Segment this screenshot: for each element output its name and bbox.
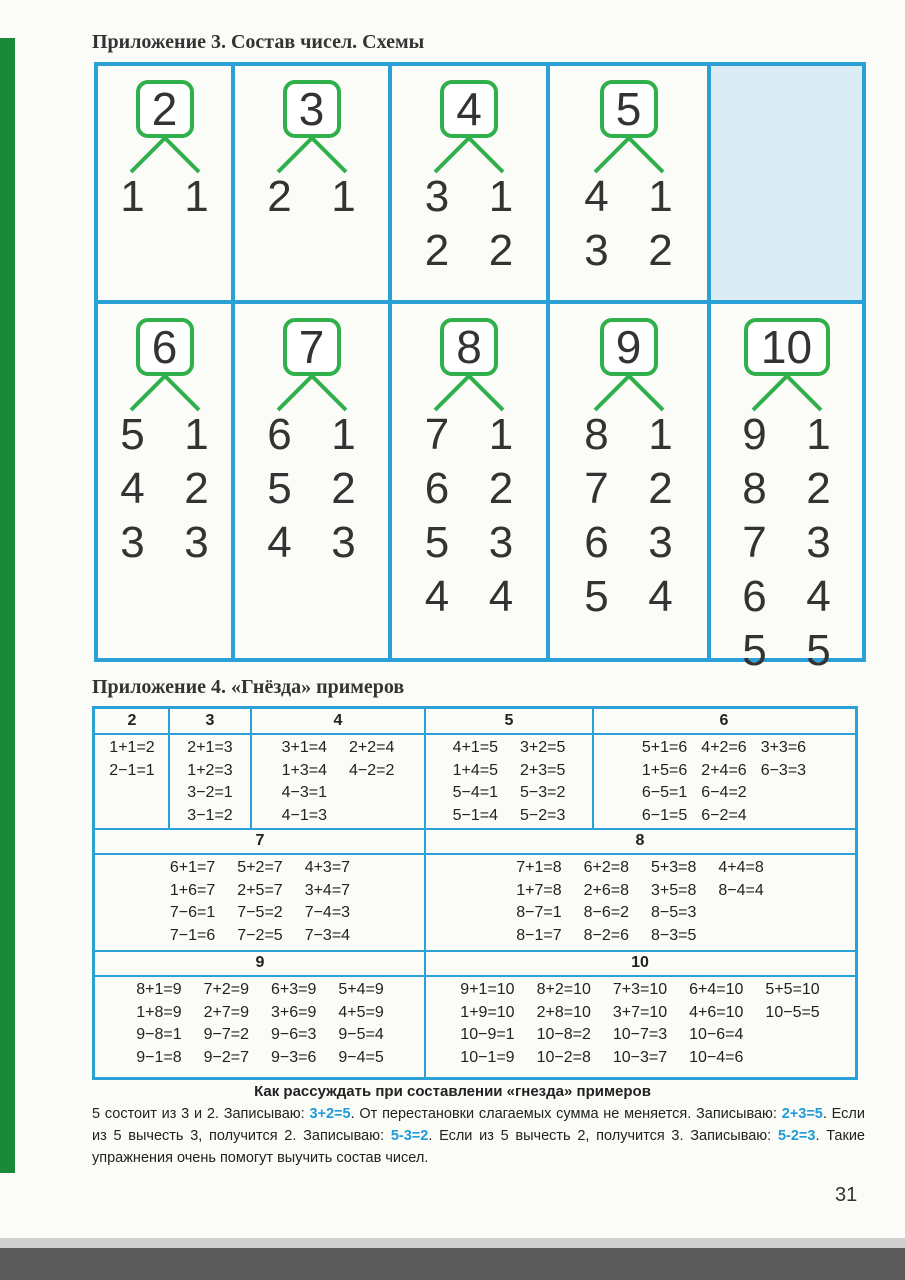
- equation: 3+5=8: [651, 881, 697, 899]
- equation: 10−5=5: [765, 1003, 820, 1021]
- equation: 1+5=6: [641, 761, 688, 779]
- table-divider: [250, 709, 252, 829]
- total-number-box: 5: [600, 80, 658, 138]
- nest-header: 6: [593, 709, 855, 735]
- addend: 6: [267, 410, 292, 459]
- total-number-box: 3: [283, 80, 341, 138]
- equation: 8−6=2: [583, 904, 629, 921]
- addend: 4: [806, 572, 831, 621]
- addend-pair: [235, 516, 388, 570]
- addend: 7: [584, 464, 609, 513]
- equation: 8−1=7: [516, 926, 562, 944]
- addend: 3: [424, 172, 450, 221]
- equation: 8−7=1: [516, 904, 562, 921]
- equation: 8−3=5: [651, 926, 697, 944]
- addend: 5: [742, 626, 767, 675]
- addend: 4: [584, 172, 609, 221]
- equation: 10−7=3: [612, 1026, 668, 1043]
- equation: 6−1=5: [641, 806, 688, 824]
- equation: 1+6=7: [169, 881, 216, 899]
- addend: 1: [648, 410, 673, 459]
- addend-pair: [392, 570, 546, 624]
- composition-cell: [392, 66, 550, 304]
- equation: 10−6=4: [689, 1026, 744, 1043]
- equation: 9−5=4: [338, 1026, 384, 1043]
- highlight-equation: 3+2=5: [309, 1106, 351, 1122]
- equation: 1+8=9: [136, 1003, 182, 1021]
- equation: 2+2=4: [349, 739, 395, 756]
- addend: 1: [120, 172, 145, 221]
- addend: 2: [267, 172, 292, 221]
- equation: 2+1=3: [187, 739, 233, 756]
- equation: 4+4=8: [718, 859, 764, 876]
- addend-pair: [98, 516, 231, 570]
- equation: 10−3=7: [612, 1048, 668, 1066]
- equation: 6+3=9: [271, 981, 317, 998]
- total-number-box: 8: [440, 318, 498, 376]
- scan-edge-dark: [0, 1248, 905, 1280]
- addend-pair: [392, 408, 546, 462]
- equation: 10−9=1: [460, 1026, 515, 1043]
- split-branch-icon: [272, 376, 352, 412]
- addend-pair: [550, 516, 707, 570]
- addend-pair: [235, 462, 388, 516]
- addend: 2: [806, 464, 831, 513]
- addend: 3: [488, 518, 514, 567]
- nest-header: 9: [95, 951, 425, 977]
- addend: 7: [424, 410, 450, 459]
- nest-block-2: [95, 709, 169, 829]
- split-branch-icon: [589, 376, 669, 412]
- equation: 2+6=8: [583, 881, 629, 899]
- equation: 6+4=10: [689, 981, 744, 998]
- equation: 6+1=7: [169, 859, 216, 876]
- addend: 3: [648, 518, 673, 567]
- total-number-box: 2: [136, 80, 194, 138]
- addend-pair: [98, 170, 231, 224]
- composition-cell: [711, 304, 862, 675]
- split-branch-icon: [125, 138, 205, 174]
- number-composition-grid: [94, 62, 866, 675]
- equation: 7−1=6: [169, 926, 216, 944]
- equation: 9−4=5: [338, 1048, 384, 1066]
- equation: 4+1=5: [452, 739, 498, 756]
- section4-title: Приложение 4. «Гнёзда» примеров: [92, 676, 405, 698]
- addend: 3: [584, 226, 609, 275]
- equation: 5+3=8: [651, 859, 697, 876]
- equation: 8+1=9: [136, 981, 182, 998]
- addend: 2: [331, 464, 356, 513]
- composition-cell: [235, 304, 392, 658]
- total-number-box: 6: [136, 318, 194, 376]
- addend-pair: [98, 462, 231, 516]
- equation: 7+3=10: [612, 981, 668, 998]
- equation: 2+5=7: [237, 881, 283, 899]
- nest-header: 10: [425, 951, 855, 977]
- equation: 2+4=6: [701, 761, 747, 779]
- addend: 2: [488, 226, 514, 275]
- addend: 1: [488, 172, 514, 221]
- addend-pair: [98, 408, 231, 462]
- split-branch-icon: [429, 376, 509, 412]
- nest-block-9: [95, 951, 425, 1077]
- addend-pair: [550, 170, 707, 224]
- equation: 4+5=9: [338, 1003, 384, 1021]
- equation: 7−3=4: [304, 926, 351, 944]
- addend: 6: [584, 518, 609, 567]
- equation: 2+3=5: [520, 761, 566, 779]
- highlight-equation: 2+3=5: [781, 1106, 823, 1122]
- addend-pair: [550, 224, 707, 278]
- equation: 1+1=2: [109, 739, 155, 756]
- table-divider: [424, 709, 426, 1077]
- equation: 4−1=3: [281, 806, 327, 824]
- addend: 2: [424, 226, 450, 275]
- composition-cell: [550, 304, 711, 658]
- equation: 1+7=8: [516, 881, 562, 899]
- equation: 3+7=10: [612, 1003, 668, 1021]
- equation: 5+2=7: [237, 859, 283, 876]
- addend-pair: [711, 516, 862, 570]
- addend-pair: [550, 408, 707, 462]
- nest-header: 5: [425, 709, 593, 735]
- addend: 2: [184, 464, 209, 513]
- scan-edge-light: [0, 1238, 905, 1248]
- addend: 1: [331, 172, 356, 221]
- equation: 8−2=6: [583, 926, 629, 944]
- equation: 5−2=3: [520, 806, 566, 824]
- addend: 6: [742, 572, 767, 621]
- addend-pair: [711, 624, 862, 678]
- equation: 3−2=1: [187, 784, 233, 801]
- equation: 3+2=5: [520, 739, 566, 756]
- addend-pair: [392, 462, 546, 516]
- addend: 3: [120, 518, 145, 567]
- composition-cell: [98, 304, 235, 658]
- equation: 3+6=9: [271, 1003, 317, 1021]
- highlight-equation: 5-3=2: [390, 1128, 429, 1144]
- split-branch-icon: [429, 138, 509, 174]
- equation: 5−3=2: [520, 784, 566, 801]
- page-edge-green-strip: [0, 38, 15, 1173]
- example-nests-table: [92, 706, 858, 1080]
- equation: 10−1=9: [460, 1048, 515, 1066]
- equation: 2+8=10: [536, 1003, 591, 1021]
- addend: 5: [584, 572, 609, 621]
- nest-block-5: [425, 709, 593, 829]
- equation: 7−4=3: [304, 904, 351, 921]
- equation: 10−4=6: [689, 1048, 744, 1066]
- addend: 4: [267, 518, 292, 567]
- equation: 9+1=10: [460, 981, 515, 998]
- equation: 9−7=2: [203, 1026, 249, 1043]
- equation: 9−3=6: [271, 1048, 317, 1066]
- equation: 9−1=8: [136, 1048, 182, 1066]
- equation: 1+2=3: [187, 761, 233, 779]
- addend: 4: [424, 572, 450, 621]
- addend: 1: [331, 410, 356, 459]
- equation: 7−5=2: [237, 904, 283, 921]
- highlight-equation: 5-2=3: [777, 1128, 816, 1144]
- equation: 5−4=1: [452, 784, 498, 801]
- addend-pair: [711, 570, 862, 624]
- equation: 6−5=1: [641, 784, 688, 801]
- equation: 3−1=2: [187, 806, 233, 824]
- equation: 10−2=8: [536, 1048, 591, 1066]
- addend-pair: [392, 170, 546, 224]
- addend: 4: [648, 572, 673, 621]
- equation: 5+4=9: [338, 981, 384, 998]
- composition-cell: [392, 304, 550, 658]
- equation: 7−6=1: [169, 904, 216, 921]
- addend: 5: [267, 464, 292, 513]
- equation: 9−6=3: [271, 1026, 317, 1043]
- reasoning-title: Как рассуждать при составлении «гнезда» примеров: [254, 1083, 651, 1100]
- page-number: 31: [835, 1184, 858, 1206]
- addend: 2: [488, 464, 514, 513]
- addend: 3: [806, 518, 831, 567]
- addend-pair: [392, 516, 546, 570]
- addend: 1: [184, 172, 209, 221]
- equation: 5+5=10: [765, 981, 820, 998]
- total-number-box: 10: [744, 318, 830, 376]
- section3-title: Приложение 3. Состав чисел. Схемы: [92, 31, 425, 53]
- nest-header: 2: [95, 709, 169, 735]
- addend-pair: [711, 462, 862, 516]
- equation: 7+1=8: [516, 859, 562, 876]
- equation: 7−2=5: [237, 926, 283, 944]
- equation: 1+3=4: [281, 761, 327, 779]
- equation: 4+6=10: [689, 1003, 744, 1021]
- equation: 4−3=1: [281, 784, 327, 801]
- equation: 10−8=2: [536, 1026, 591, 1043]
- addend: 8: [742, 464, 767, 513]
- composition-cell: [98, 66, 235, 304]
- table-divider: [168, 709, 170, 829]
- addend: 5: [424, 518, 450, 567]
- addend: 5: [806, 626, 831, 675]
- equation: 1+9=10: [460, 1003, 515, 1021]
- equation: 5+1=6: [641, 739, 688, 756]
- split-branch-icon: [125, 376, 205, 412]
- addend-pair: [550, 570, 707, 624]
- addend: 4: [488, 572, 514, 621]
- addend-pair: [711, 408, 862, 462]
- equation: 5−1=4: [452, 806, 498, 824]
- nest-block-7: [95, 829, 425, 951]
- nest-header: 3: [169, 709, 251, 735]
- equation: 3+1=4: [281, 739, 327, 756]
- table-divider: [95, 950, 855, 952]
- addend: 7: [742, 518, 767, 567]
- equation: 4+2=6: [701, 739, 747, 756]
- nest-header: 4: [251, 709, 425, 735]
- addend: 4: [120, 464, 145, 513]
- equation: 9−2=7: [203, 1048, 249, 1066]
- equation: 4−2=2: [349, 761, 395, 779]
- split-branch-icon: [747, 376, 827, 412]
- total-number-box: 4: [440, 80, 498, 138]
- equation: 3+4=7: [304, 881, 351, 899]
- equation: 6−4=2: [701, 784, 747, 801]
- nest-block-10: [425, 951, 855, 1077]
- addend: 8: [584, 410, 609, 459]
- nest-block-6: [593, 709, 855, 829]
- nest-block-8: [425, 829, 855, 951]
- equation: 9−8=1: [136, 1026, 182, 1043]
- reasoning-paragraph: 5 состоит из 3 и 2. Записываю: 3+2=5. От перестановки слагаемых сумма не меняется. Записываю: 2+3=5. Если из 5 вычесть 3, получится 2. Записываю: 5-3=2. Если из 5 вычесть 2, получится 3. Записываю: 5-2=3. Такие упражнения очень помогут выучить состав чисел.: [92, 1106, 865, 1166]
- split-branch-icon: [589, 138, 669, 174]
- equation: 6−3=3: [760, 761, 807, 779]
- nest-header: 8: [425, 829, 855, 855]
- equation: 8−4=4: [718, 881, 764, 899]
- addend: 1: [806, 410, 831, 459]
- equation: 3+3=6: [760, 739, 807, 756]
- nest-block-4: [251, 709, 425, 829]
- equation: 2+7=9: [203, 1003, 249, 1021]
- table-divider: [592, 709, 594, 829]
- addend: 1: [184, 410, 209, 459]
- addend: 9: [742, 410, 767, 459]
- equation: 4+3=7: [304, 859, 351, 876]
- blank-cell: [711, 66, 862, 304]
- addend: 1: [648, 172, 673, 221]
- addend: 6: [424, 464, 450, 513]
- addend-pair: [550, 462, 707, 516]
- addend: 2: [648, 464, 673, 513]
- equation: 6+2=8: [583, 859, 629, 876]
- composition-cell: [550, 66, 711, 304]
- table-divider: [95, 828, 855, 830]
- equation: 2−1=1: [109, 761, 155, 779]
- equation: 8−5=3: [651, 904, 697, 921]
- addend-pair: [235, 408, 388, 462]
- nest-header: 7: [95, 829, 425, 855]
- total-number-box: 9: [600, 318, 658, 376]
- equation: 7+2=9: [203, 981, 249, 998]
- addend: 1: [488, 410, 514, 459]
- addend: 2: [648, 226, 673, 275]
- total-number-box: 7: [283, 318, 341, 376]
- equation: 6−2=4: [701, 806, 747, 824]
- addend: 5: [120, 410, 145, 459]
- addend: 3: [331, 518, 356, 567]
- addend-pair: [235, 170, 388, 224]
- addend: 3: [184, 518, 209, 567]
- composition-cell: [235, 66, 392, 304]
- split-branch-icon: [272, 138, 352, 174]
- nest-block-3: [169, 709, 251, 829]
- addend-pair: [392, 224, 546, 278]
- equation: 8+2=10: [536, 981, 591, 998]
- equation: 1+4=5: [452, 761, 498, 779]
